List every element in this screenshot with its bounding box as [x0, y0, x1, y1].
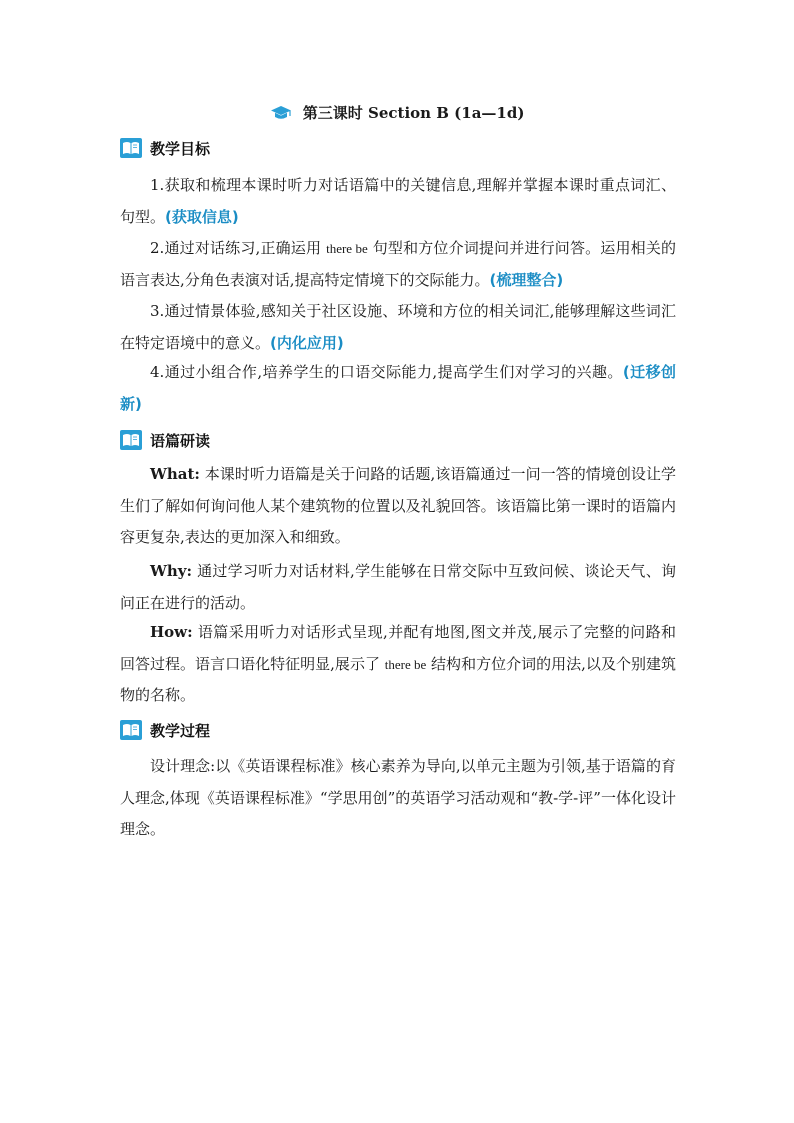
- objective-item-3: [120, 296, 676, 359]
- objective-tag: (获取信息): [165, 207, 239, 226]
- what-paragraph: [120, 459, 676, 554]
- how-paragraph: [120, 617, 676, 712]
- why-paragraph: [120, 556, 676, 619]
- objective-text: 1.获取和梳理本课时听力对话语篇中的关键信息,理解并掌握本课时重点词汇、句型。: [120, 176, 676, 226]
- section-heading-text: 教学目标: [150, 139, 211, 158]
- objective-item-1: [120, 170, 676, 233]
- lesson-title-row: [0, 101, 794, 124]
- why-label: Why:: [150, 562, 193, 580]
- section-heading-objectives: [120, 136, 210, 160]
- objective-tag: (梳理整合): [489, 270, 564, 289]
- objective-item-4: [120, 357, 676, 420]
- how-text: 结构和方位介词的用法,以及个别建筑物的名称。: [120, 654, 676, 704]
- objective-text: 3.通过情景体验,感知关于社区设施、环境和方位的相关词汇,能够理解这些词汇在特定语境中的意义。: [120, 302, 676, 352]
- what-label: What:: [150, 465, 200, 483]
- section-heading-text: 语篇研读: [150, 431, 211, 450]
- open-book-icon: [120, 720, 142, 740]
- objective-text: 2.通过对话练习,正确运用: [150, 239, 327, 257]
- objective-tag: (迁移创新): [120, 363, 676, 413]
- objective-text: 4.通过小组合作,培养学生的口语交际能力,提高学生们对学习的兴趣。: [150, 363, 623, 381]
- section-heading-text: 教学过程: [150, 721, 211, 740]
- how-label: How:: [150, 623, 193, 641]
- objective-tag: (内化应用): [270, 333, 344, 352]
- process-paragraph: [120, 751, 676, 846]
- how-text-en: there be: [384, 656, 427, 672]
- why-text: 通过学习听力对话材料,学生能够在日常交际中互致问候、谈论天气、询问正在进行的活动。: [120, 562, 676, 612]
- process-text: 设计理念:以《英语课程标准》核心素养为导向,以单元主题为引领,基于语篇的育人理念,体现《英语课程标准》“学思用创”的英语学习活动观和“教-学-评”一体化设计理念。: [120, 757, 676, 838]
- graduation-cap-icon: [270, 105, 292, 121]
- section-heading-process: [120, 718, 210, 742]
- open-book-icon: [120, 430, 142, 450]
- open-book-icon: [120, 138, 142, 158]
- section-heading-text-study: [120, 428, 210, 452]
- lesson-title: 第三课时 Section B (1a—1d): [302, 104, 525, 122]
- what-text: 本课时听力语篇是关于问路的话题,该语篇通过一问一答的情境创设让学生们了解如何询问他人某个建筑物的位置以及礼貌回答。该语篇比第一课时的语篇内容更复杂,表达的更加深入和细致。: [120, 465, 676, 546]
- objective-item-2: [120, 233, 676, 296]
- objective-text-en: there be: [326, 241, 368, 256]
- how-text: 语篇采用听力对话形式呈现,并配有地图,图文并茂,展示了完整的问路和回答过程。语言口语化特征明显,展示了: [120, 623, 676, 673]
- objective-text: 句型和方位介词提问并进行问答。运用相关的语言表达,分角色表演对话,提高特定情境下的交际能力。: [120, 239, 676, 289]
